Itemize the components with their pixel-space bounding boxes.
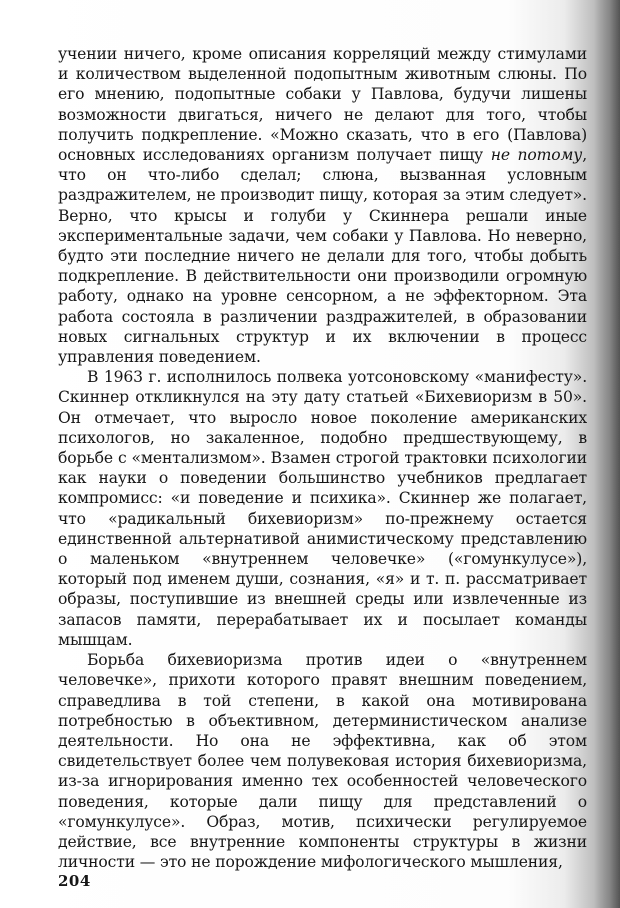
italic-emphasis: не потому bbox=[490, 146, 583, 165]
paragraph-struggle bbox=[58, 650, 587, 872]
text-run: В 1963 г. исполнилось полвека уотсоновскому «манифесту». Скиннер откликнулся на эту дату статьей «Бихевиоризм в 50». Он отмечает, что выросло новое поколение американских психологов, но закаленное, подобно предшествующему, в борьбе с «ментализмом». Взамен строгой трактовки психологии как науки о поведении большинство учебников предлагает компромисс: «и поведение и психика». Скиннер же полагает, что «радикальный бихевиоризм» по-прежнему остается единственной альтернативой анимистическому представлению о маленьком «внутреннем человечке» («гомункулусе»), который под именем души, сознания, «я» и т. п. рассматривает образы, поступившие из внешней среды или извлеченные из запасов памяти, перерабатывает их и посылает команды мышцам. bbox=[58, 368, 587, 649]
text-run: Борьба бихевиоризма против идеи о «внутреннем человечке», прихоти которого правят внешним поведением, справедлива в той степени, в какой она мотивирована потребностью в объективном, детерминистическом анализе деятельности. Но она не эффективна, как об этом свидетельствует более чем полувековая история бихевиоризма, из-за игнорирования именно тех особенностей человеческого поведения, которые дали пищу для представлений о «гомункулусе». Образ, мотив, психически регулируемое действие, все внутренние компоненты структуры в жизни личности — это не порождение мифологического мышления, bbox=[58, 651, 587, 872]
page-number: 204 bbox=[58, 872, 91, 890]
text-run: учении ничего, кроме описания корреляций между стимулами и количеством выделенной подопытным животным слюны. По его мнению, подопытные собаки у Павлова, будучи лишены возможности двигаться, ничего не делают для того, чтобы получить подкрепление. «Можно сказать, что в его (Павлова) основных исследованиях организм получает пищу bbox=[58, 45, 587, 165]
paragraph-1963 bbox=[58, 367, 587, 650]
body-text bbox=[58, 44, 587, 872]
paragraph-continued bbox=[58, 44, 587, 367]
text-run: , что он что-либо сделал; слюна, вызванная условным раздражителем, не производит пищу, которая за этим следует». Верно, что крысы и голуби у Скиннера решали иные экспериментальные задачи, чем собаки у Павлова. Но неверно, будто эти последние ничего не делали для того, чтобы добыть подкрепление. В действительности они производили огромную работу, однако на уровне сенсорном, а не эффекторном. Эта работа состояла в различении раздражителей, в образовании новых сигнальных структур и их включении в процесс управления поведением. bbox=[58, 146, 588, 367]
spine-shadow bbox=[594, 0, 620, 908]
